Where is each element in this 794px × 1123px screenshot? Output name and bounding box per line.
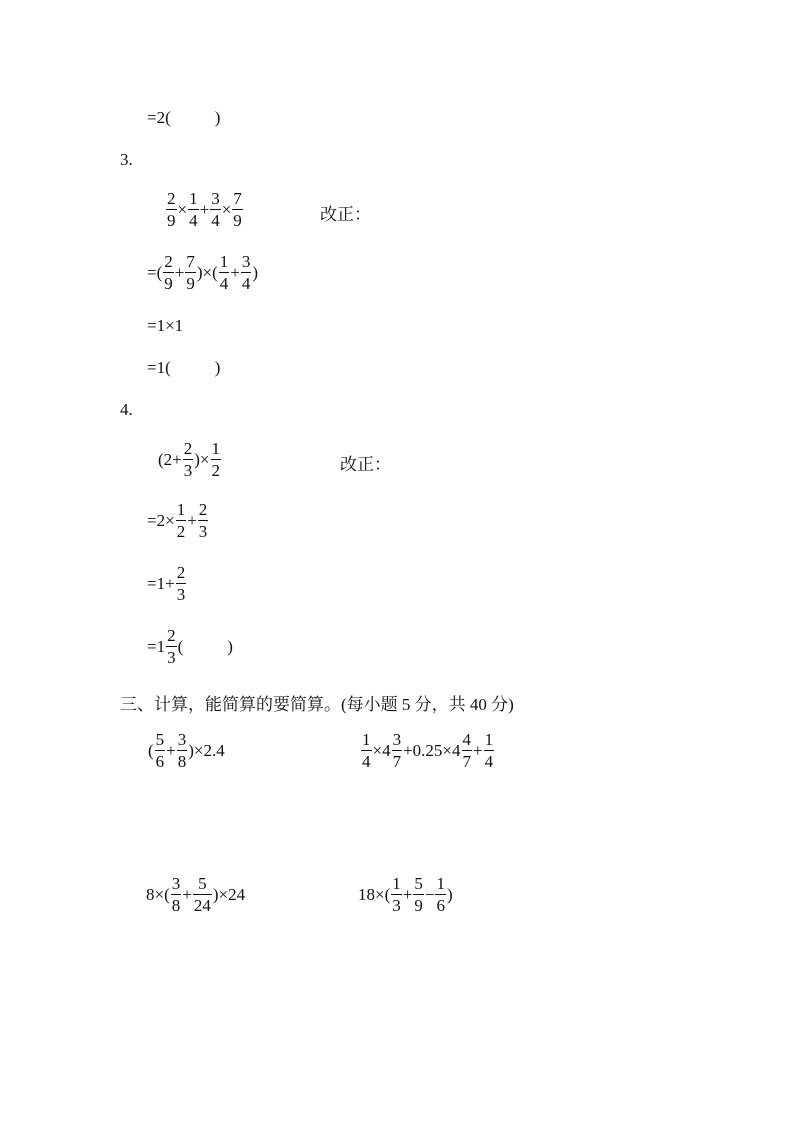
fraction: $\frac{1}{4}$ (484, 730, 494, 771)
p4-label: 4. (120, 400, 133, 419)
s3-q2: $\frac{1}{4}$ ×4 $\frac{3}{7}$ +0.25×4 $\frac{4}{7}$ + $\frac{1}{4}$ (362, 730, 494, 771)
fraction: $\frac{5}{6}$ (155, 730, 165, 771)
fraction: $\frac{7}{9}$ (186, 252, 195, 293)
fraction: $\frac{1}{4}$ (362, 730, 371, 771)
p4-step2: =1+ $\frac{2}{3}$ (147, 563, 186, 604)
p2-final-eq: =2( (147, 108, 171, 127)
fraction: $\frac{3}{8}$ (177, 730, 187, 771)
p3-step2: =1×1 (147, 316, 184, 335)
p4-fix-label: 改正： (340, 455, 391, 474)
p2-final-step (147, 108, 220, 128)
p4-step1: =2× $\frac{1}{2}$ + $\frac{2}{3}$ (147, 500, 208, 541)
p3-step3: =1( ) (147, 358, 221, 377)
fraction: $\frac{2}{9}$ (167, 189, 176, 230)
fraction: $\frac{1}{6}$ (436, 874, 445, 915)
fraction: $\frac{3}{4}$ (241, 252, 251, 293)
fraction: $\frac{1}{4}$ (219, 252, 229, 293)
p3-expression: $\frac{2}{9}$ × $\frac{1}{4}$ + $\frac{3}{4}$ × $\frac{7}{9}$ (167, 189, 242, 230)
fraction: $\frac{2}{9}$ (164, 252, 173, 293)
s3-q3: 8×( $\frac{3}{8}$ + $\frac{5}{24}$ )×24 (146, 874, 246, 915)
fraction: $\frac{7}{9}$ (233, 189, 242, 230)
p3-label: 3. (120, 150, 133, 169)
fraction: $\frac{4}{7}$ (462, 730, 472, 771)
fraction: $\frac{2}{3}$ (176, 563, 186, 604)
fraction: $\frac{2}{3}$ (183, 439, 193, 480)
fraction: $\frac{3}{8}$ (171, 874, 181, 915)
p4-expression: (2+ $\frac{2}{3}$ )× $\frac{1}{2}$ (158, 439, 220, 480)
s3-q1: ( $\frac{5}{6}$ + $\frac{3}{8}$ )×2.4 (148, 730, 225, 771)
fraction: $\frac{2}{3}$ (198, 500, 208, 541)
section3-title: 三、计算，能简算的要简算。(每小题 5 分，共 40 分) (120, 695, 514, 714)
fraction: $\frac{3}{7}$ (392, 730, 402, 771)
p3-step1: =( $\frac{2}{9}$ + $\frac{7}{9}$ )×( $\frac{1}{4}$ + $\frac{3}{4}$ ) (147, 252, 259, 293)
fraction: $\frac{1}{3}$ (392, 874, 401, 915)
fraction: $\frac{3}{4}$ (211, 189, 220, 230)
fraction: $\frac{5}{24}$ (193, 874, 211, 915)
fraction: $\frac{1}{2}$ (176, 500, 186, 541)
p2-final-close: ) (214, 108, 221, 127)
s3-q4: 18×( $\frac{1}{3}$ + $\frac{5}{9}$ − $\frac{1}{6}$ ) (358, 874, 453, 915)
fraction: $\frac{1}{2}$ (211, 439, 220, 480)
fraction: $\frac{1}{4}$ (189, 189, 198, 230)
fraction: $\frac{5}{9}$ (414, 874, 423, 915)
fraction: $\frac{2}{3}$ (167, 626, 176, 667)
p4-step3: =1 $\frac{2}{3}$ ( ) (147, 626, 233, 667)
p3-fix-label: 改正： (320, 205, 371, 224)
